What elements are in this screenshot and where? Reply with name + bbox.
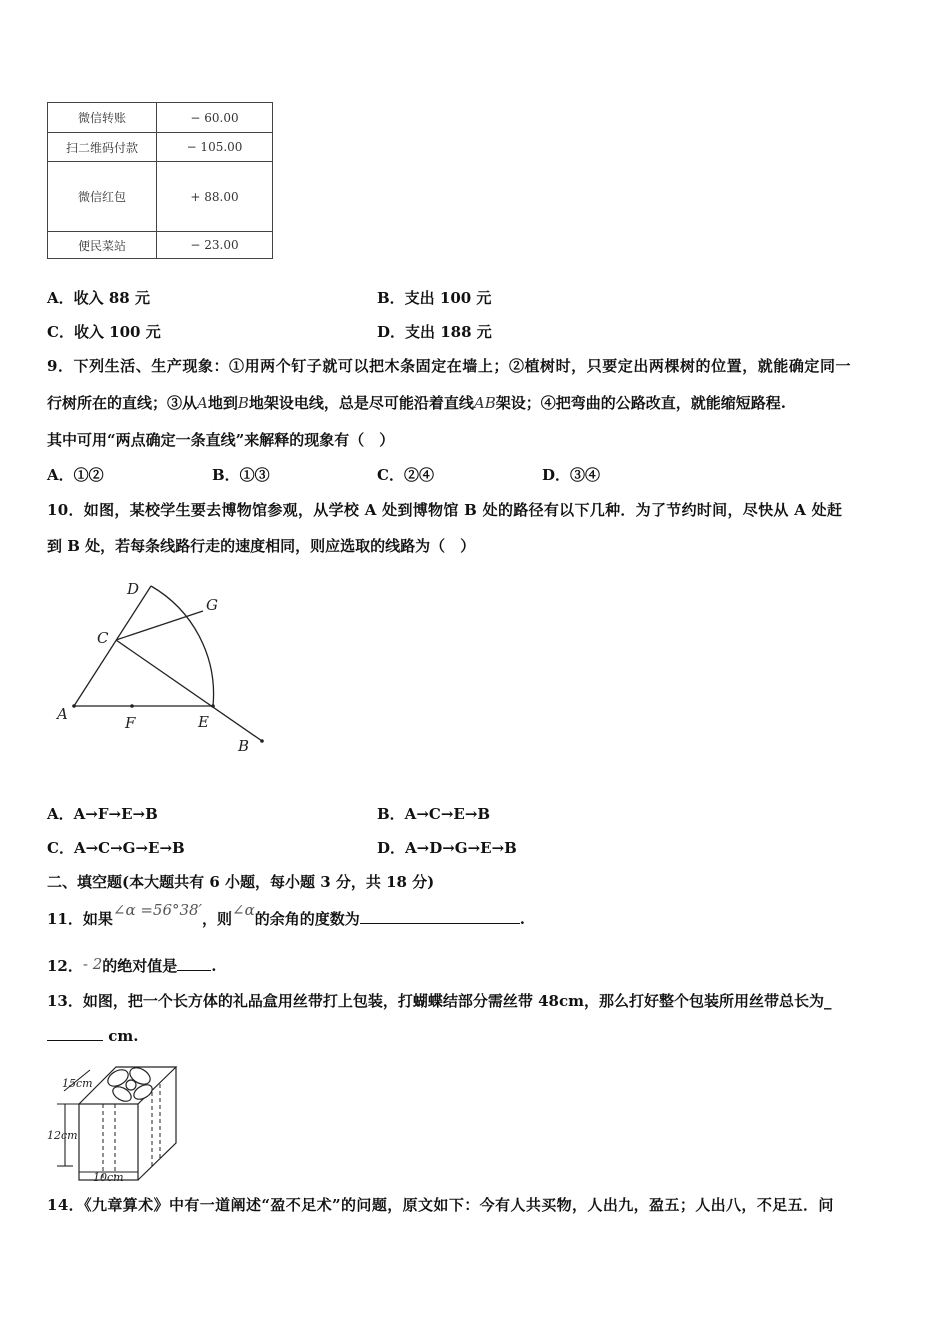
q11-answer-blank	[360, 923, 520, 924]
q12-value: - 2	[82, 955, 103, 973]
bill-item-amount: − 60.00	[157, 103, 273, 133]
q11-formula: ∠α =56°38′	[112, 901, 202, 919]
q8-option-b: B．支出 100 元	[377, 289, 492, 307]
q11-text: ，则	[202, 910, 233, 928]
q12-text: .	[211, 957, 217, 975]
q9-var-b: B	[237, 394, 249, 412]
bill-item-name: 便民菜站	[48, 232, 157, 259]
point-a	[72, 704, 76, 708]
q10-stem-line1: 10．如图，某校学生要去博物馆参观，从学校 A 处到博物馆 B 处的路径有以下几种．为了节约时间，尽快从 A 处赶	[47, 501, 843, 519]
table-row	[48, 103, 273, 133]
q11-stem	[47, 901, 525, 929]
segment-ad	[74, 586, 151, 706]
height-label: 12cm	[47, 1129, 78, 1142]
q9-text: 行树所在的直线；③从	[47, 394, 198, 412]
q14-stem-line1: 14．《九章算术》中有一道阐述“盈不足术”的问题，原文如下：今有人共买物，人出九，盈五；人出八，不足五．问	[47, 1196, 834, 1214]
q10-option-c: C．A→C→G→E→B	[47, 839, 185, 857]
q9-option-a: A．①②	[47, 466, 104, 484]
table-row	[48, 232, 273, 259]
q11-text: 的余角的度数为	[254, 910, 360, 928]
label-c: C	[97, 629, 109, 647]
bill-item-amount: − 23.00	[157, 232, 273, 259]
q9-option-b: B．①③	[212, 466, 270, 484]
q10-option-b: B．A→C→E→B	[377, 805, 491, 823]
label-d: D	[127, 580, 140, 598]
q13-gift-box-figure	[44, 1060, 184, 1184]
point-f	[130, 704, 134, 708]
segment-cg	[116, 611, 203, 640]
box-front-face	[79, 1104, 138, 1180]
q12-text: 的绝对值是	[102, 957, 178, 975]
q13-answer-blank	[47, 1040, 103, 1041]
table-row	[48, 133, 273, 162]
bill-item-name: 扫二维码付款	[48, 133, 157, 162]
bill-item-name: 微信转账	[48, 103, 157, 133]
label-g: G	[206, 596, 218, 614]
segment-cb	[116, 640, 262, 741]
label-b: B	[238, 737, 250, 755]
label-a: A	[57, 705, 68, 723]
q10-stem-line2: 到 B 处，若每条线路行走的速度相同，则应选取的线路为（ ）	[47, 537, 476, 555]
depth-label: 15cm	[62, 1077, 93, 1090]
bill-item-amount: − 105.00	[157, 133, 273, 162]
q9-option-c: C．②④	[377, 466, 434, 484]
q9-stem-line2	[47, 392, 786, 413]
q10-route-figure	[40, 570, 280, 770]
label-e: E	[198, 713, 209, 731]
q8-option-a: A．收入 88 元	[47, 289, 150, 307]
arc-dge	[151, 586, 214, 706]
q9-var-ab: AB	[473, 394, 496, 412]
q11-text: 11．如果	[47, 910, 113, 928]
point-b	[260, 739, 264, 743]
width-label: 10cm	[93, 1171, 124, 1184]
q10-option-a: A．A→F→E→B	[47, 805, 158, 823]
q10-option-d: D．A→D→G→E→B	[377, 839, 517, 857]
section-title: 二、填空题(本大题共有 6 小题，每小题 3 分，共 18 分)	[47, 873, 435, 891]
q12-text: 12．	[47, 957, 83, 975]
wechat-bill-table	[47, 102, 273, 259]
q8-option-c: C．收入 100 元	[47, 323, 161, 341]
table-row	[48, 162, 273, 232]
q9-option-d: D．③④	[542, 466, 601, 484]
q8-option-d: D．支出 188 元	[377, 323, 492, 341]
point-e	[211, 704, 215, 708]
bill-item-amount: + 88.00	[157, 162, 273, 232]
q9-var-a: A	[197, 394, 208, 412]
q9-text: 地架设电线，总是尽可能沿着直线	[248, 394, 474, 412]
q13-text: cm.	[103, 1027, 139, 1045]
q12-answer-blank	[177, 970, 211, 971]
q9-text: 架设；④把弯曲的公路改直，就能缩短路程.	[495, 394, 787, 412]
q9-stem-line1: 9．下列生活、生产现象：①用两个钉子就可以把木条固定在墙上；②植树时，只要定出两棵树的位置，就能确定同一	[47, 357, 852, 375]
bill-item-name: 微信红包	[48, 162, 157, 232]
label-f: F	[125, 714, 136, 732]
q11-text: .	[519, 910, 525, 928]
q9-stem-line3: 其中可用“两点确定一条直线”来解释的现象有（ ）	[47, 431, 395, 449]
q9-text: 地到	[207, 394, 238, 412]
q13-stem-line1: 13．如图，把一个长方体的礼品盒用丝带打上包装，打蝴蝶结部分需丝带 48cm，那么打好整个包装所用丝带总长为_	[47, 992, 832, 1010]
q13-stem-line2	[47, 1027, 138, 1045]
q12-stem	[47, 955, 217, 976]
q11-alpha: ∠α	[232, 901, 255, 919]
